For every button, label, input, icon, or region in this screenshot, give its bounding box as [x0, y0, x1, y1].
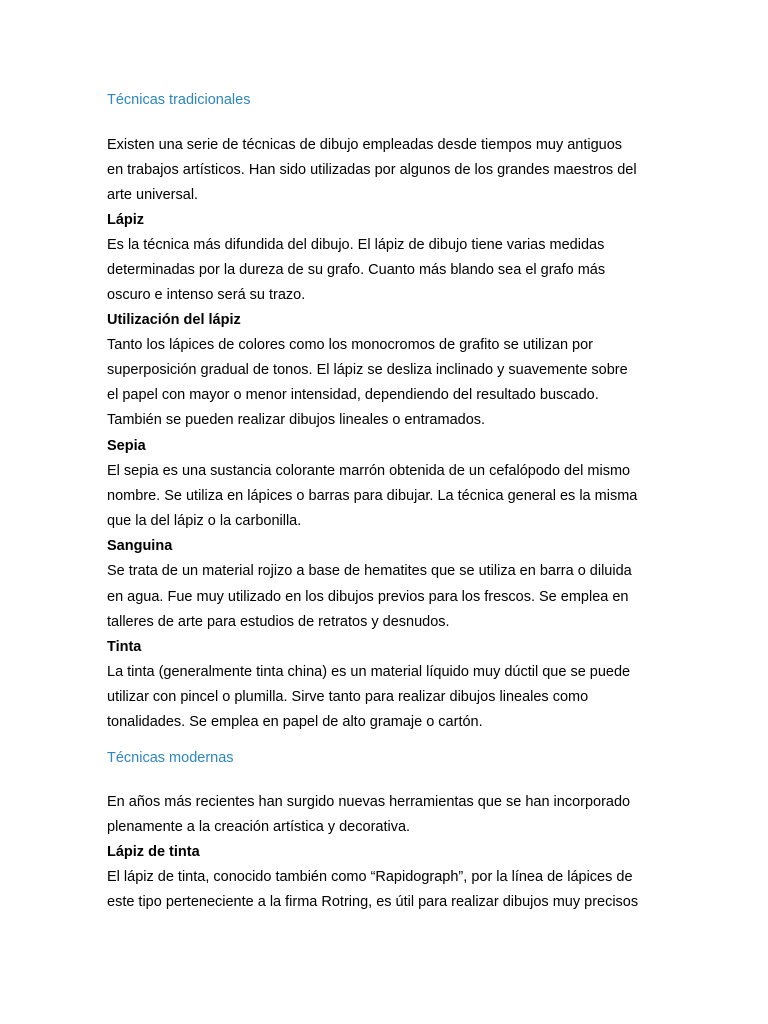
paragraph-line: talleres de arte para estudios de retratos y desnudos.	[107, 614, 450, 630]
paragraph-line: arte universal.	[107, 187, 199, 203]
paragraph-line: Existen una serie de técnicas de dibujo empleadas desde tiempos muy antiguos	[107, 137, 623, 153]
section-title: Técnicas modernas	[107, 750, 234, 766]
paragraph-line: El sepia es una sustancia colorante marrón obtenida de un cefalópodo del mismo	[107, 463, 631, 479]
subsection-heading: Sanguina	[107, 538, 173, 554]
paragraph-line: La tinta (generalmente tinta china) es un material líquido muy dúctil que se puede	[107, 664, 631, 680]
paragraph-line: El lápiz de tinta, conocido también como “Rapidograph”, por la línea de lápices de	[107, 869, 633, 885]
paragraph-line: Tanto los lápices de colores como los monocromos de grafito se utilizan por	[107, 337, 593, 353]
subsection-heading: Utilización del lápiz	[107, 312, 241, 328]
paragraph-line: en agua. Fue muy utilizado en los dibujos previos para los frescos. Se emplea en	[107, 589, 629, 605]
section-title: Técnicas tradicionales	[107, 92, 251, 108]
subsection-heading: Lápiz de tinta	[107, 844, 200, 860]
paragraph-line: También se pueden realizar dibujos lineales o entramados.	[107, 412, 486, 428]
paragraph-line: En años más recientes han surgido nuevas herramientas que se han incorporado	[107, 794, 631, 810]
paragraph-line: superposición gradual de tonos. El lápiz se desliza inclinado y suavemente sobre	[107, 362, 628, 378]
paragraph-line: oscuro e intenso será su trazo.	[107, 287, 306, 303]
paragraph-line: Es la técnica más difundida del dibujo. El lápiz de dibujo tiene varias medidas	[107, 237, 605, 253]
paragraph-line: utilizar con pincel o plumilla. Sirve tanto para realizar dibujos lineales como	[107, 689, 589, 705]
subsection-heading: Lápiz	[107, 212, 145, 228]
paragraph-line: Se trata de un material rojizo a base de hematites que se utiliza en barra o diluida	[107, 563, 632, 579]
paragraph-line: nombre. Se utiliza en lápices o barras para dibujar. La técnica general es la misma	[107, 488, 638, 504]
paragraph-line: tonalidades. Se emplea en papel de alto gramaje o cartón.	[107, 714, 483, 730]
paragraph-line: determinadas por la dureza de su grafo. Cuanto más blando sea el grafo más	[107, 262, 606, 278]
subsection-heading: Sepia	[107, 438, 146, 454]
paragraph-line: que la del lápiz o la carbonilla.	[107, 513, 302, 529]
paragraph-line: plenamente a la creación artística y decorativa.	[107, 819, 411, 835]
paragraph-line: este tipo perteneciente a la firma Rotring, es útil para realizar dibujos muy precisos	[107, 894, 639, 910]
paragraph-line: en trabajos artísticos. Han sido utilizadas por algunos de los grandes maestros del	[107, 162, 637, 178]
paragraph-line: el papel con mayor o menor intensidad, dependiendo del resultado buscado.	[107, 387, 599, 403]
subsection-heading: Tinta	[107, 639, 142, 655]
